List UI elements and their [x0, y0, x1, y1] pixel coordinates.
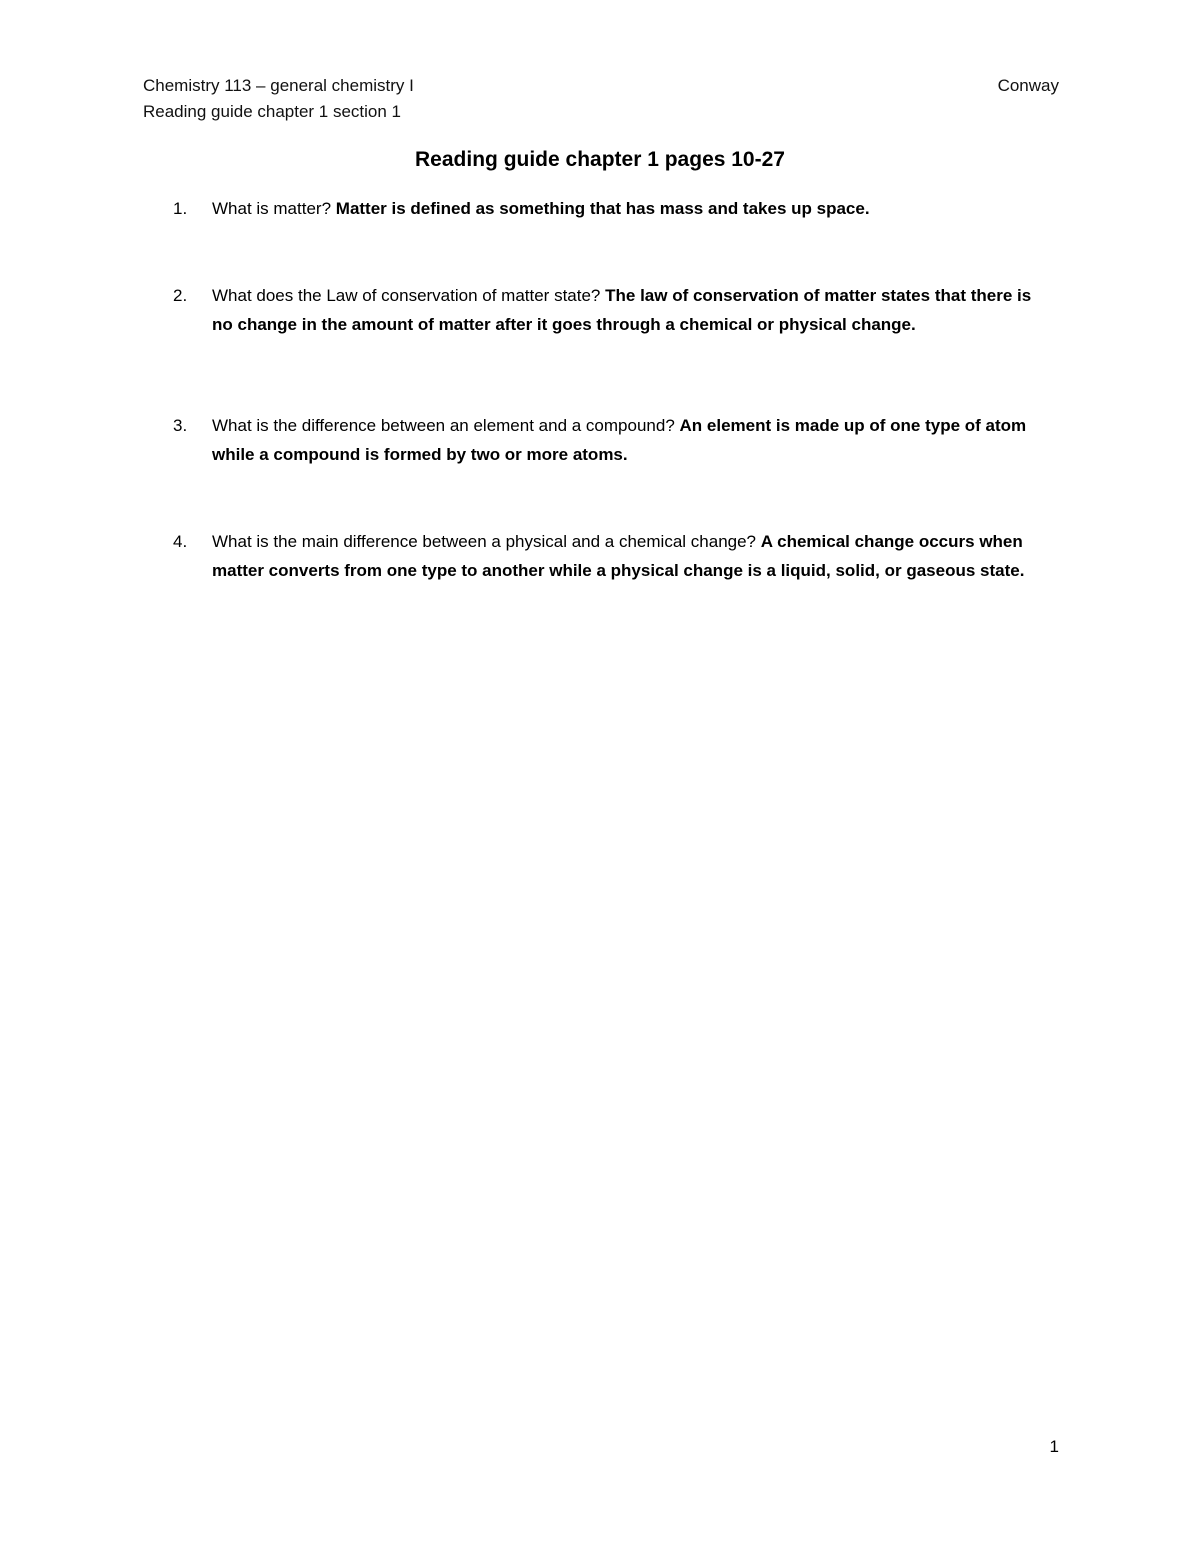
- question-text: What is matter?: [212, 199, 332, 218]
- page-number: 1: [1049, 1437, 1059, 1456]
- answer-text: An element is made up of one type of atom while a compound is formed by two or more atoms.: [212, 416, 1027, 464]
- question-body: [212, 194, 1042, 223]
- question-body: [212, 411, 1042, 469]
- question-text: What does the Law of conservation of matter state?: [212, 286, 601, 305]
- question-number: 2.: [173, 286, 188, 305]
- header-course: Chemistry 113 – general chemistry I: [143, 76, 414, 95]
- header-author: Conway: [997, 76, 1059, 95]
- document-title: Reading guide chapter 1 pages 10-27: [415, 148, 785, 171]
- question-text: What is the main difference between a physical and a chemical change?: [212, 532, 757, 551]
- question-number: 4.: [173, 532, 188, 551]
- question-body: [212, 281, 1042, 339]
- question-body: [212, 527, 1042, 585]
- question-number: 1.: [173, 199, 188, 218]
- question-number: 3.: [173, 416, 188, 435]
- header-subtitle: Reading guide chapter 1 section 1: [143, 102, 402, 121]
- answer-text: The law of conservation of matter states that there is no change in the amount of matter after it goes through a chemical or physical change.: [212, 286, 1032, 334]
- answer-text: A chemical change occurs when matter converts from one type to another while a physical change is a liquid, solid, or gaseous state.: [212, 532, 1025, 580]
- answer-text: Matter is defined as something that has mass and takes up space.: [335, 199, 870, 218]
- question-text: What is the difference between an element and a compound?: [212, 416, 675, 435]
